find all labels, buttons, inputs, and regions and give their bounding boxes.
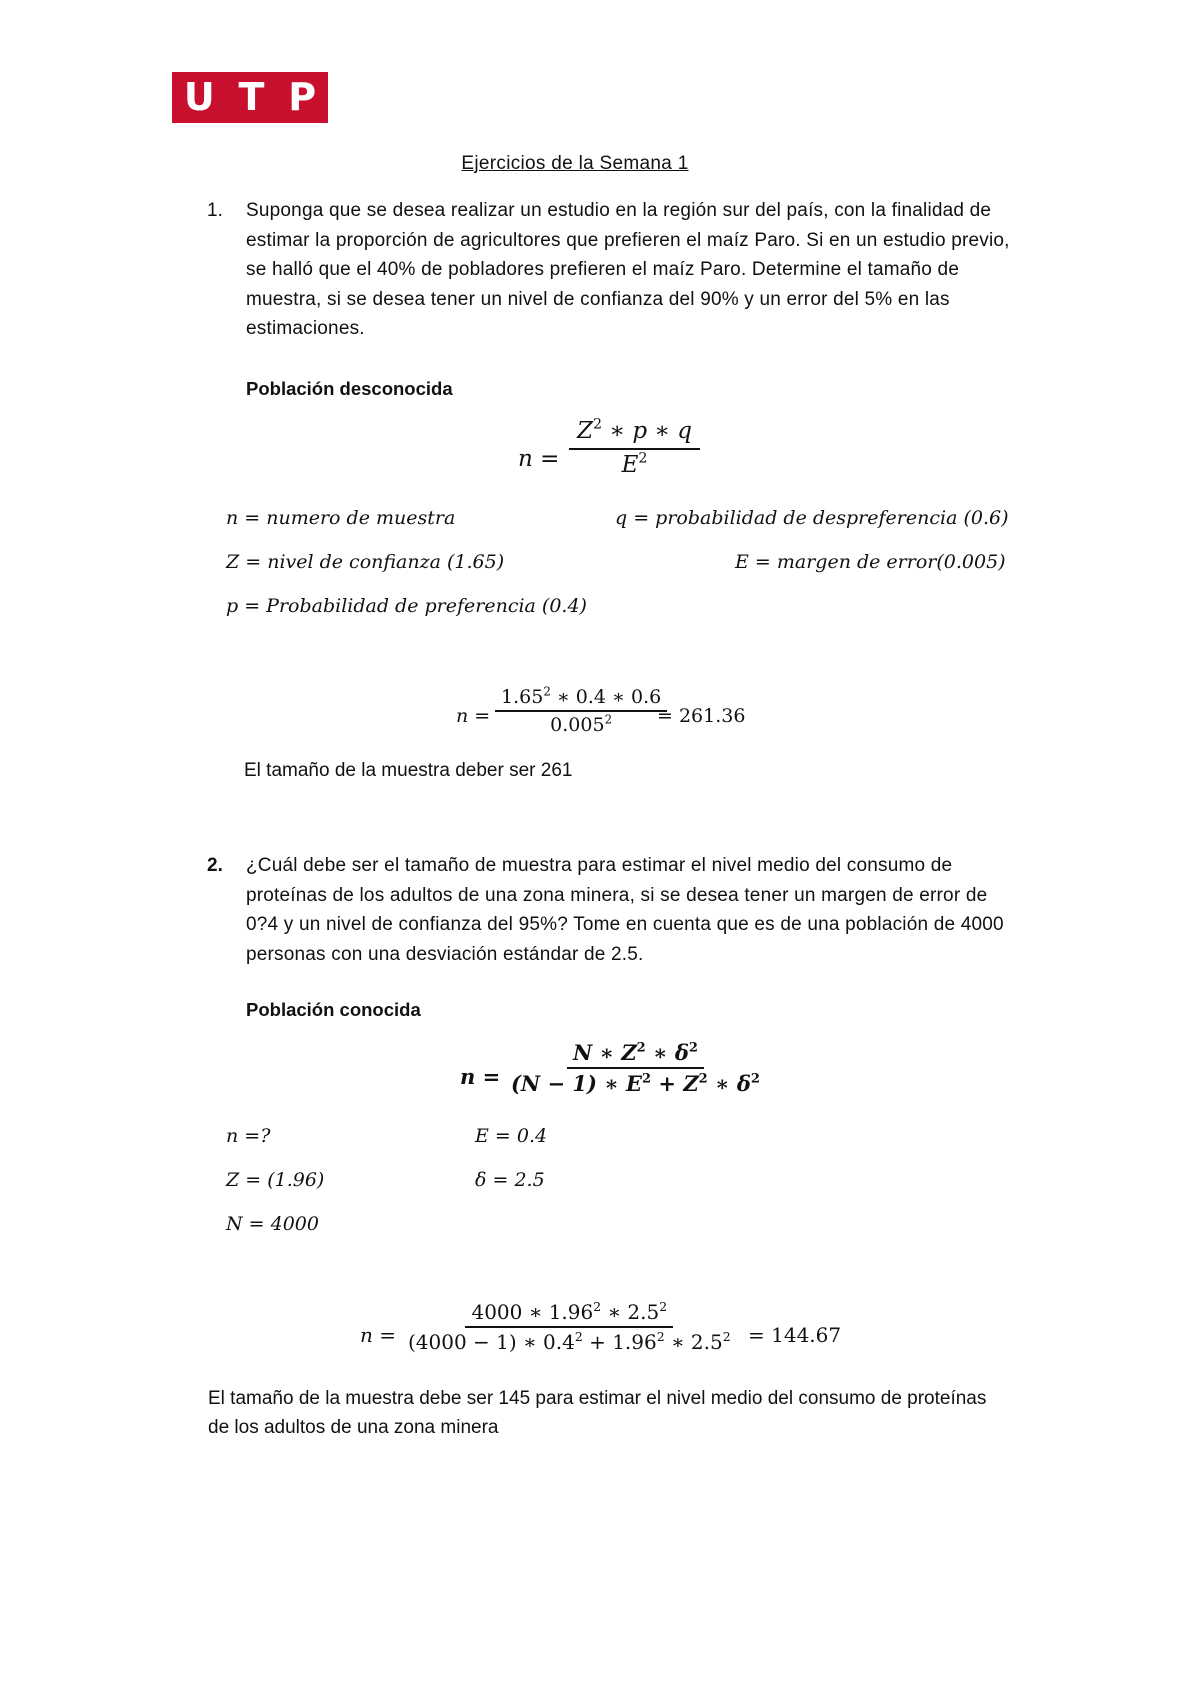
calc-1-result: = 261.36 <box>657 705 746 727</box>
exercise-1-conclusion: El tamaño de la muestra deber ser 261 <box>244 760 573 781</box>
calc-1-fraction <box>495 686 667 736</box>
calc-2-numerator: 4000 ∗ 1.96$^2$ ∗ $2.5^2$ <box>465 1300 673 1328</box>
exercise-1-number: 1. <box>207 200 223 221</box>
def-z: Z = nivel de confianza (1.65) <box>226 551 505 573</box>
exercise-1-line: estimaciones. <box>246 318 365 339</box>
def-e: E = margen de error(0.005) <box>735 551 1006 573</box>
exercise-2-conclusion-line: de los adultos de una zona minera <box>208 1417 499 1438</box>
formula-2-denominator: (N − 1) ∗ $E^2 + Z^2$ ∗ $\delta^2$ <box>511 1071 760 1096</box>
exercise-2-line: 0?4 y un nivel de confianza del 95%? Tome en cuenta que es de una población de 4000 <box>246 914 1004 935</box>
exercise-2-number: 2. <box>207 855 223 876</box>
exercise-2-conclusion <box>208 1384 986 1442</box>
calc-1-numerator: 1.65$^2$ ∗ 0.4 ∗ 0.6 <box>495 686 667 712</box>
formula-2-lhs: n = <box>460 1064 501 1089</box>
exercise-1-line: muestra, si se desea tener un nivel de confianza del 90% y un error del 5% en las <box>246 288 950 310</box>
calc-2-result: = 144.67 <box>748 1323 842 1347</box>
exercise-2-line: personas con una desviación estándar de 2.5. <box>246 943 644 965</box>
formula-1-denominator: $E^2$ <box>621 450 648 478</box>
formula-1-lhs: n = <box>518 446 560 472</box>
formula-1-fraction <box>569 418 700 478</box>
exercise-1-line: Suponga que se desea realizar un estudio en la región sur del país, con la finalidad de <box>246 200 992 221</box>
formula-1-numerator: $Z^2$ ∗ p ∗ q <box>569 418 700 450</box>
utp-logo <box>172 72 328 123</box>
formula-2-fraction <box>505 1040 766 1096</box>
exercise-2-conclusion-line: El tamaño de la muestra debe ser 145 para estimar el nivel medio del consumo de proteínas <box>208 1388 987 1409</box>
def2-N: N = 4000 <box>226 1213 319 1235</box>
calc-2-fraction <box>402 1300 737 1354</box>
exercise-2-text <box>246 851 1036 969</box>
calc-2-denominator: (4000 − 1) ∗ $0.4^2 + 1.96^2$ ∗ $2.5^2$ <box>408 1328 731 1354</box>
exercise-1-line: estimar la proporción de agricultores que prefieren el maíz Paro. Si en un estudio previo, <box>246 229 1010 251</box>
def2-z: Z = (1.96) <box>226 1169 325 1191</box>
logo-letter-u: U <box>183 75 215 119</box>
page-title: Ejercicios de la Semana 1 <box>461 153 689 174</box>
exercise-2-line: ¿Cuál debe ser el tamaño de muestra para estimar el nivel medio del consumo de <box>246 855 953 876</box>
exercise-2-line: proteínas de los adultos de una zona minera, si se desea tener un margen de error de <box>246 884 988 906</box>
logo-letter-p: P <box>288 75 317 119</box>
calc-1-lhs: n = <box>456 705 491 727</box>
exercise-1-heading: Población desconocida <box>246 378 453 399</box>
calc-2-lhs: n = <box>360 1323 396 1347</box>
exercise-1-text <box>246 196 1036 344</box>
exercise-2-heading: Población conocida <box>246 999 421 1020</box>
def2-delta: δ = 2.5 <box>475 1169 545 1191</box>
exercise-1-line: se halló que el 40% de pobladores prefieren el maíz Paro. Determine el tamaño de <box>246 259 960 280</box>
def2-n: n =? <box>226 1125 271 1147</box>
def-q: q = probabilidad de despreferencia (0.6) <box>615 507 1009 529</box>
def-n: n = numero de muestra <box>226 507 456 529</box>
def2-e: E = 0.4 <box>475 1125 548 1147</box>
formula-2-numerator: N ∗ $Z^2$ ∗ $\delta^2$ <box>567 1040 704 1069</box>
def-p: p = Probabilidad de preferencia (0.4) <box>226 595 587 617</box>
logo-letter-t: T <box>238 75 265 119</box>
calc-1-denominator: 0.005$^2$ <box>550 712 613 736</box>
